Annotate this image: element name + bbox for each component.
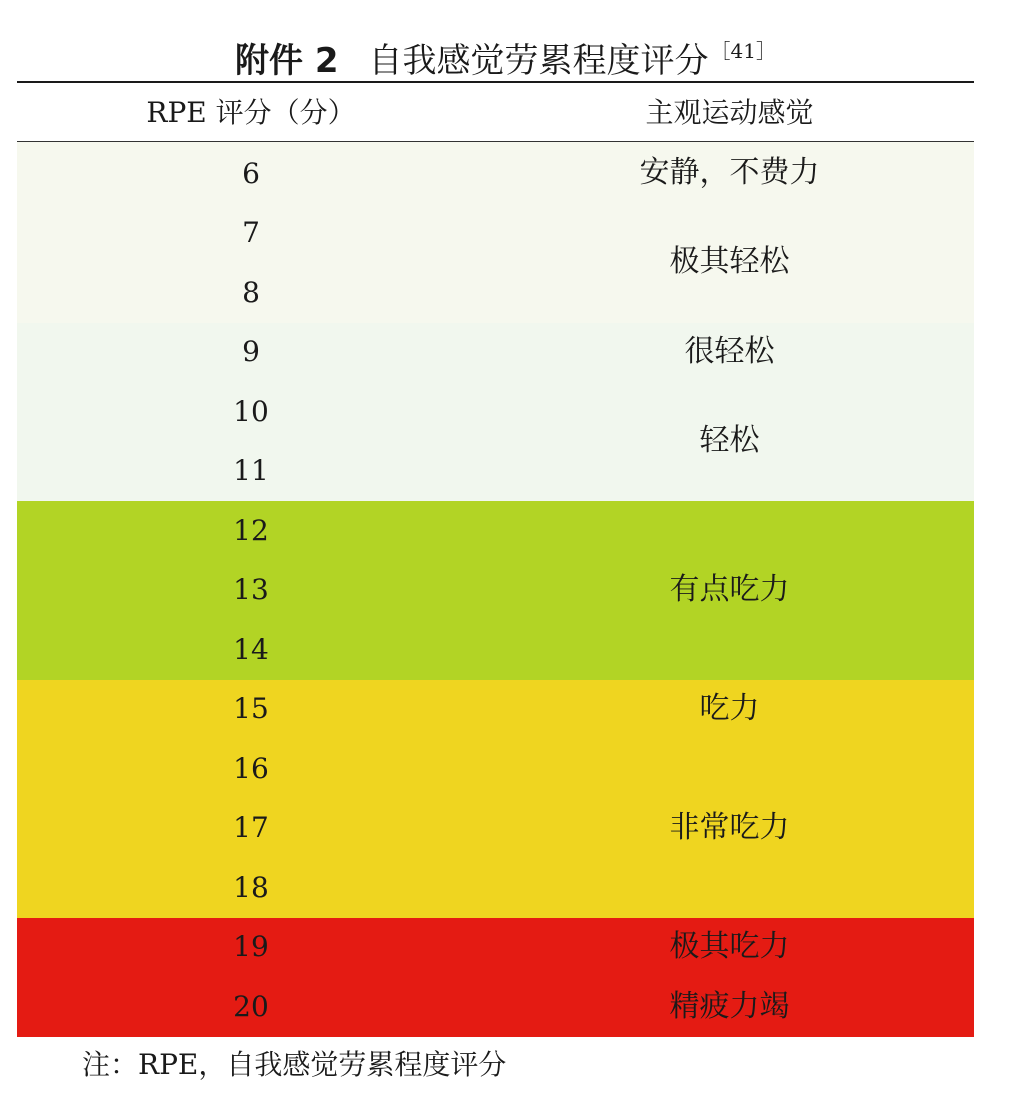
score-cell: 16 [233, 752, 269, 785]
score-cell: 6 [242, 157, 260, 190]
top-rule [17, 81, 974, 83]
feeling-cell: 极其吃力 [669, 929, 790, 964]
score-cell: 19 [233, 930, 269, 963]
score-cell: 20 [233, 990, 269, 1023]
score-cell: 15 [233, 692, 269, 725]
score-cell: 18 [233, 871, 269, 904]
feeling-cell: 安静，不费力 [639, 155, 820, 190]
score-cell: 11 [233, 454, 269, 487]
score-cell: 7 [242, 216, 260, 249]
score-cell: 12 [233, 514, 269, 547]
header-rpe-score: RPE 评分（分） [146, 96, 356, 129]
feeling-cell: 非常吃力 [669, 810, 790, 845]
feeling-cell: 极其轻松 [669, 244, 790, 279]
feeling-cell: 有点吃力 [669, 572, 790, 607]
header-perceived-exertion: 主观运动感觉 [645, 96, 814, 129]
score-cell: 14 [233, 633, 269, 666]
score-cell: 17 [233, 811, 269, 844]
score-cell: 9 [242, 335, 260, 368]
feeling-cell: 吃力 [699, 691, 760, 726]
reference-mark: ［41］ [710, 39, 776, 63]
title-text: 自我感觉劳累程度评分 [368, 41, 709, 81]
attachment-label: 附件 2 [235, 41, 339, 81]
feeling-cell: 很轻松 [684, 334, 775, 369]
score-cell: 13 [233, 573, 269, 606]
table-note: 注：RPE，自我感觉劳累程度评分 [82, 1048, 507, 1081]
score-cell: 10 [233, 395, 269, 428]
feeling-cell: 精疲力竭 [669, 989, 790, 1024]
table-title [0, 26, 1011, 86]
feeling-cell: 轻松 [699, 423, 760, 458]
score-cell: 8 [242, 276, 260, 309]
